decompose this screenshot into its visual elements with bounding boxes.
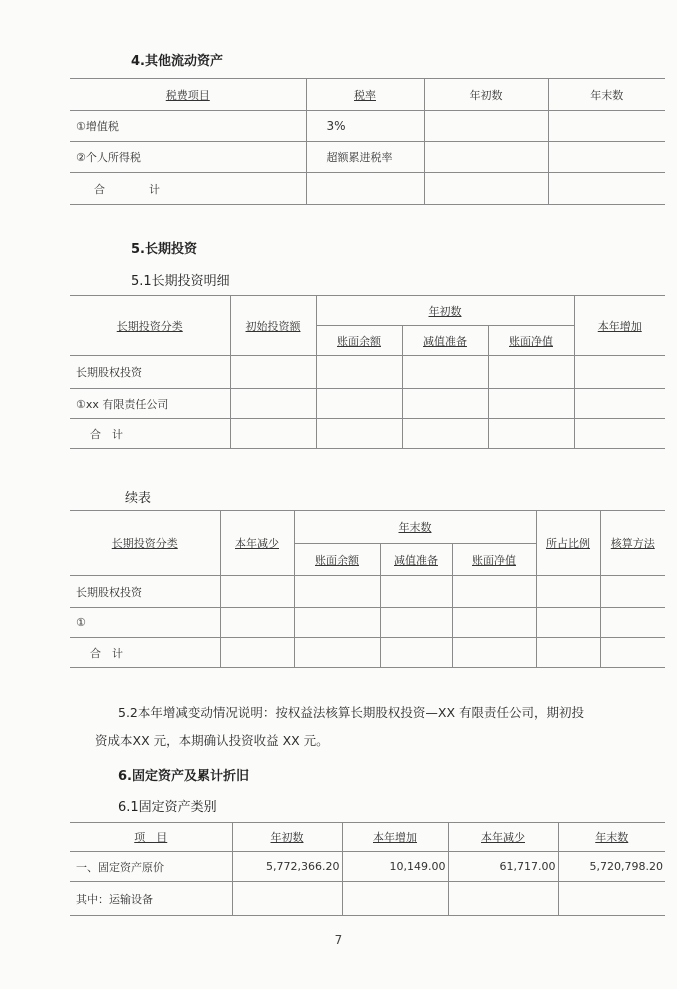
table-cell — [574, 356, 665, 389]
table-cell — [558, 882, 665, 916]
table-cell — [600, 608, 665, 638]
header-book-balance: 账面余额 — [294, 544, 380, 576]
page-number: 7 — [334, 933, 343, 947]
other-current-assets-table — [70, 78, 665, 205]
header-begin: 年初数 — [316, 296, 574, 326]
table-cell — [424, 111, 548, 142]
long-term-investment-table — [70, 295, 665, 449]
header-tax-item: 税费项目 — [70, 79, 306, 111]
long-term-investment-continued-table — [70, 510, 665, 668]
table-cell — [380, 608, 452, 638]
table-cell — [230, 356, 316, 389]
table-cell — [536, 638, 600, 668]
table-cell — [230, 419, 316, 449]
table-cell — [448, 882, 558, 916]
table-cell — [600, 638, 665, 668]
table-cell — [600, 576, 665, 608]
header-initial: 初始投资额 — [230, 296, 316, 356]
header-increase: 本年增加 — [342, 823, 448, 852]
table-cell — [342, 882, 448, 916]
table-cell: 长期股权投资 — [70, 356, 230, 389]
table-cell — [316, 356, 402, 389]
header-item: 项 目 — [70, 823, 232, 852]
table-cell — [380, 576, 452, 608]
header-end: 年末数 — [548, 79, 665, 111]
section-5-title: 5.长期投资 — [131, 242, 197, 257]
table-cell — [548, 173, 665, 205]
table-cell — [232, 882, 342, 916]
header-decrease: 本年减少 — [448, 823, 558, 852]
table-cell: 合 计 — [70, 419, 230, 449]
table-cell: 10,149.00 — [342, 852, 448, 882]
table-cell: ①增值税 — [70, 111, 306, 142]
table-cell — [548, 142, 665, 173]
header-increase: 本年增加 — [574, 296, 665, 356]
table-cell — [488, 389, 574, 419]
table-cell — [574, 419, 665, 449]
table-cell — [380, 638, 452, 668]
table-cell — [230, 389, 316, 419]
table-cell — [424, 173, 548, 205]
header-end: 年末数 — [294, 511, 536, 544]
table-cell: 合 计 — [70, 638, 220, 668]
table-cell — [536, 608, 600, 638]
table-cell — [220, 638, 294, 668]
table-cell — [402, 389, 488, 419]
table-cell: 61,717.00 — [448, 852, 558, 882]
section-4-title: 4.其他流动资产 — [131, 54, 223, 69]
section-6-title: 6.固定资产及累计折旧 — [118, 769, 249, 784]
table-cell: ①xx 有限责任公司 — [70, 389, 230, 419]
header-begin: 年初数 — [424, 79, 548, 111]
section-5-1-title: 5.1长期投资明细 — [131, 274, 230, 289]
continued-label: 续表 — [125, 491, 152, 506]
header-method: 核算方法 — [600, 511, 665, 576]
header-decrease: 本年减少 — [220, 511, 294, 576]
table-cell — [452, 608, 536, 638]
table-cell — [574, 389, 665, 419]
fixed-assets-table — [70, 822, 665, 916]
header-category: 长期投资分类 — [70, 296, 230, 356]
table-cell — [424, 142, 548, 173]
table-cell — [488, 419, 574, 449]
table-cell — [452, 638, 536, 668]
table-cell — [316, 389, 402, 419]
table-cell: 5,720,798.20 — [558, 852, 665, 882]
table-cell — [488, 356, 574, 389]
table-cell — [294, 608, 380, 638]
header-net-value: 账面净值 — [488, 326, 574, 356]
table-cell: ① — [70, 608, 220, 638]
table-cell: 其中：运输设备 — [70, 882, 232, 916]
table-cell — [548, 111, 665, 142]
table-cell — [402, 419, 488, 449]
note-line-1: 5.2本年增减变动情况说明：按权益法核算长期股权投资—XX 有限责任公司，期初投 — [118, 705, 584, 720]
table-cell: 3% — [306, 111, 424, 142]
table-cell: 一、固定资产原价 — [70, 852, 232, 882]
table-cell — [452, 576, 536, 608]
table-cell — [306, 173, 424, 205]
header-begin: 年初数 — [232, 823, 342, 852]
header-end: 年末数 — [558, 823, 665, 852]
table-cell — [316, 419, 402, 449]
table-cell: ②个人所得税 — [70, 142, 306, 173]
note-line-2: 资成本XX 元，本期确认投资收益 XX 元。 — [95, 733, 329, 748]
header-impairment: 减值准备 — [380, 544, 452, 576]
table-cell: 合 计 — [70, 173, 306, 205]
table-cell — [220, 576, 294, 608]
table-cell — [402, 356, 488, 389]
header-impairment: 减值准备 — [402, 326, 488, 356]
header-tax-rate: 税率 — [306, 79, 424, 111]
section-6-1-title: 6.1固定资产类别 — [118, 800, 217, 815]
table-cell: 长期股权投资 — [70, 576, 220, 608]
table-cell: 5,772,366.20 — [232, 852, 342, 882]
table-cell: 超额累进税率 — [306, 142, 424, 173]
header-net-value: 账面净值 — [452, 544, 536, 576]
table-cell — [294, 638, 380, 668]
header-book-balance: 账面余额 — [316, 326, 402, 356]
header-category: 长期投资分类 — [70, 511, 220, 576]
table-cell — [294, 576, 380, 608]
header-ratio: 所占比例 — [536, 511, 600, 576]
table-cell — [536, 576, 600, 608]
table-cell — [220, 608, 294, 638]
